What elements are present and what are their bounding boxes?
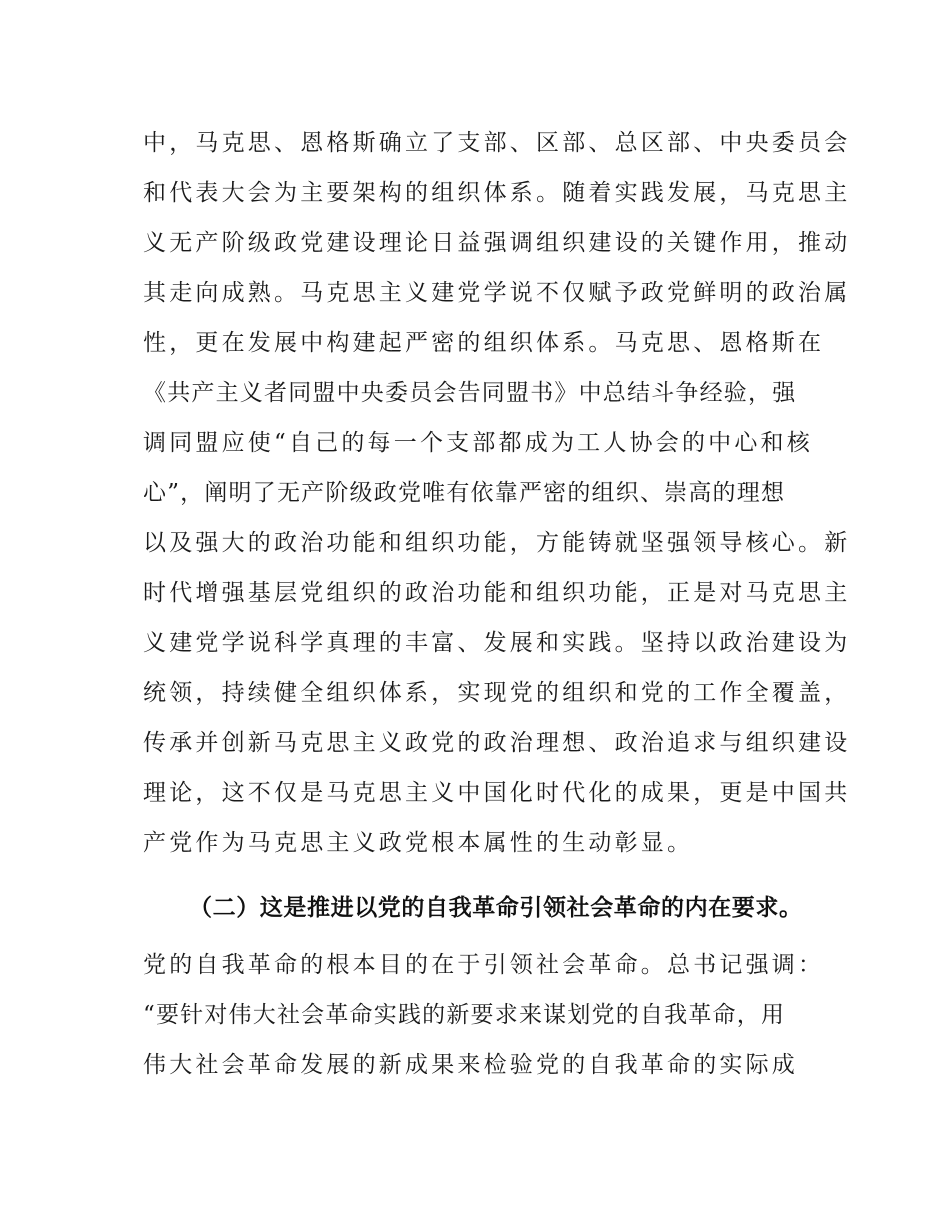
text-line: 党的自我革命的根本目的在于引领社会革命。总书记强调： (143, 952, 825, 978)
text-line: 中，马克思、恩格斯确立了支部、区部、总区部、中央委员会 (143, 130, 851, 156)
text-line: 伟大社会革命发展的新成果来检验党的自我革命的实际成 (143, 1052, 798, 1078)
text-line: 和代表大会为主要架构的组织体系。随着实践发展，马克思主 (143, 180, 851, 206)
text-line: 传承并创新马克思主义政党的政治理想、政治追求与组织建设 (143, 730, 851, 756)
text-line: 以及强大的政治功能和组织功能，方能铸就坚强领导核心。新 (143, 530, 851, 556)
body-text (143, 118, 851, 1090)
text-line: 产党作为马克思主义政党根本属性的生动彰显。 (143, 830, 694, 856)
section-heading (143, 876, 823, 940)
text-line: 《共产主义者同盟中央委员会告同盟书》中总结斗争经验，强 (143, 380, 797, 406)
text-line: 心”，阐明了无产阶级政党唯有依靠严密的组织、崇高的理想 (143, 480, 786, 506)
text-line: 性，更在发展中构建起严密的组织体系。马克思、恩格斯在 (143, 330, 825, 356)
text-line: 调同盟应使“自己的每一个支部都成为工人协会的中心和核 (143, 430, 813, 456)
text-line: 义建党学说科学真理的丰富、发展和实践。坚持以政治建设为 (143, 630, 851, 656)
paragraph-self-revolution (143, 940, 823, 1090)
text-line: 理论，这不仅是马克思主义中国化时代化的成果，更是中国共 (143, 780, 851, 806)
text-line: 义无产阶级政党建设理论日益强调组织建设的关键作用，推动 (143, 230, 851, 256)
section-heading-text: （二）这是推进以党的自我革命引领社会革命的内在要求。 (189, 895, 803, 921)
text-line: 统领，持续健全组织体系，实现党的组织和党的工作全覆盖， (143, 680, 851, 706)
paragraph-organization-system (143, 118, 851, 868)
text-line: “要针对伟大社会革命实践的新要求来谋划党的自我革命，用 (143, 1002, 786, 1028)
text-line: 时代增强基层党组织的政治功能和组织功能，正是对马克思主 (143, 580, 851, 606)
text-line: 其走向成熟。马克思主义建党学说不仅赋予政党鲜明的政治属 (143, 280, 851, 306)
